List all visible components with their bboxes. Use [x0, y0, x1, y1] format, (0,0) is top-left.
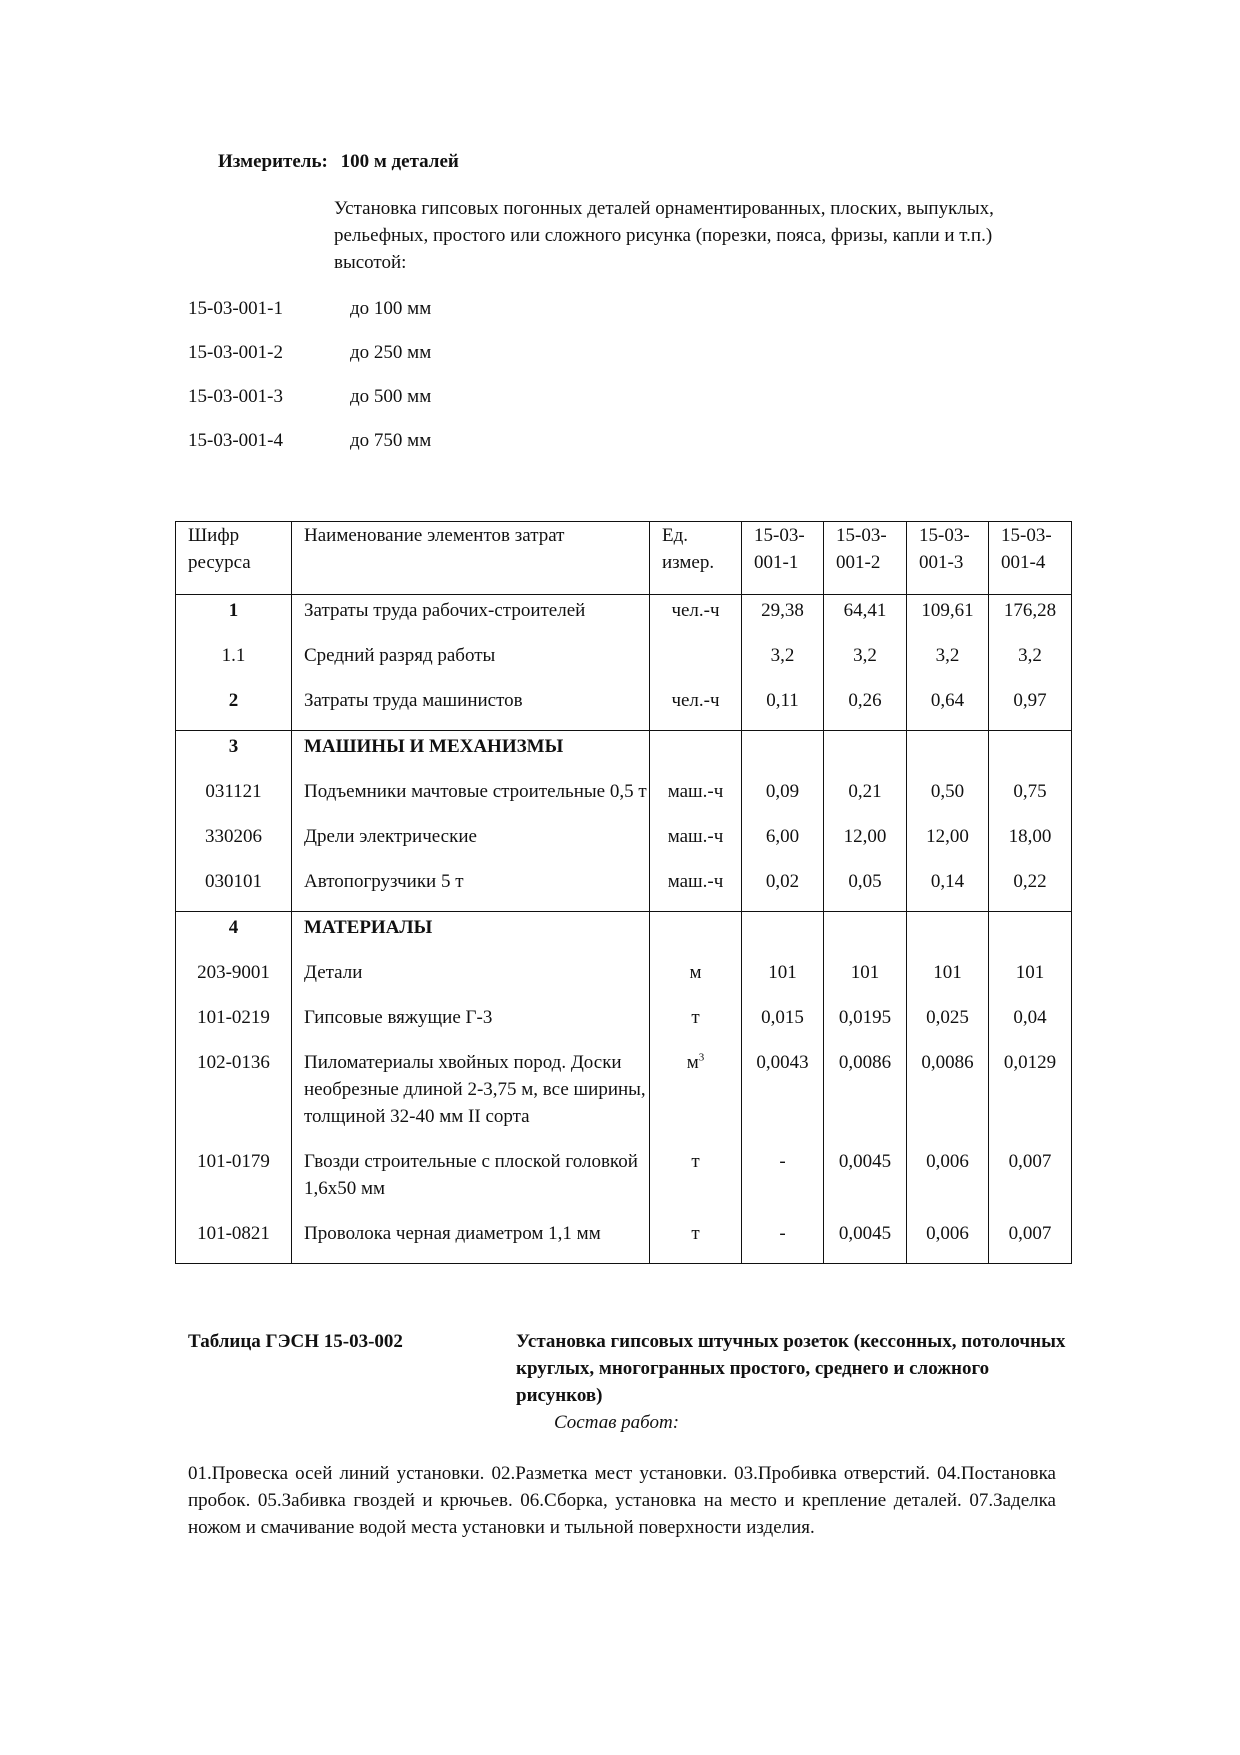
- header-col-1: 15-03-001-1: [742, 522, 824, 595]
- cell-value: 0,04: [989, 1002, 1072, 1047]
- variant-code: 15-03-001-2: [188, 342, 283, 363]
- cell-value: 0,02: [742, 866, 824, 912]
- variant-line: [188, 427, 431, 454]
- cell-code: 102-0136: [176, 1047, 292, 1146]
- cell-value: 0,26: [824, 685, 907, 731]
- cell-value: 101: [989, 957, 1072, 1002]
- cell-code: 2: [176, 685, 292, 731]
- table2-sostav-label: Состав работ:: [554, 1412, 680, 1433]
- cell-name: МАШИНЫ И МЕХАНИЗМЫ: [292, 731, 650, 777]
- table2-description: Установка гипсовых штучных розеток (кессонных, потолочных круглых, многогранных простого, среднего и сложного рисунков): [516, 1331, 1066, 1406]
- variant-line: [188, 339, 431, 366]
- cell-code: 030101: [176, 866, 292, 912]
- cell-value: 3,2: [824, 640, 907, 685]
- variant-text: до 500 мм: [350, 386, 432, 407]
- cell-name: Гвозди строительные с плоской головкой 1,6х50 мм: [292, 1146, 650, 1218]
- table-row: [176, 731, 1072, 777]
- cell-value: 29,38: [742, 595, 824, 641]
- cell-unit: чел.-ч: [650, 595, 742, 641]
- meter-line: [218, 148, 459, 175]
- cell-code: 203-9001: [176, 957, 292, 1002]
- cell-value: 176,28: [989, 595, 1072, 641]
- cell-unit: маш.-ч: [650, 821, 742, 866]
- cell-value: [742, 912, 824, 958]
- header-col-3: 15-03-001-3: [907, 522, 989, 595]
- table-row: [176, 685, 1072, 731]
- cell-value: 0,09: [742, 776, 824, 821]
- cell-unit: м: [650, 957, 742, 1002]
- header-col-4: 15-03-001-4: [989, 522, 1072, 595]
- cell-value: 0,0195: [824, 1002, 907, 1047]
- cell-code: 101-0219: [176, 1002, 292, 1047]
- cell-value: 0,007: [989, 1146, 1072, 1218]
- header-name: Наименование элементов затрат: [292, 522, 650, 595]
- cell-unit: [650, 731, 742, 777]
- cell-name: Детали: [292, 957, 650, 1002]
- cell-value: -: [742, 1146, 824, 1218]
- variant-code: 15-03-001-3: [188, 386, 283, 407]
- table-header-row: [176, 522, 1072, 595]
- cell-code: 330206: [176, 821, 292, 866]
- cell-value: 0,21: [824, 776, 907, 821]
- cell-name: Проволока черная диаметром 1,1 мм: [292, 1218, 650, 1264]
- cell-value: 0,0045: [824, 1146, 907, 1218]
- cell-code: 101-0179: [176, 1146, 292, 1218]
- cell-unit: [650, 1047, 742, 1146]
- cell-value: 0,025: [907, 1002, 989, 1047]
- table-row: [176, 776, 1072, 821]
- cell-code: 4: [176, 912, 292, 958]
- cell-value: [824, 912, 907, 958]
- cell-value: 0,75: [989, 776, 1072, 821]
- cell-name: Пиломатериалы хвойных пород. Доски необрезные длиной 2-3,75 м, все ширины, толщиной 32-40 мм II сорта: [292, 1047, 650, 1146]
- cell-value: 0,0045: [824, 1218, 907, 1264]
- cell-value: 0,97: [989, 685, 1072, 731]
- table-row: [176, 821, 1072, 866]
- table-row: [176, 912, 1072, 958]
- cell-value: 0,0086: [824, 1047, 907, 1146]
- cell-value: 0,006: [907, 1218, 989, 1264]
- cell-code: 101-0821: [176, 1218, 292, 1264]
- cell-unit: т: [650, 1002, 742, 1047]
- cell-value: 12,00: [907, 821, 989, 866]
- table2-operations: 01.Провеска осей линий установки. 02.Разметка мест установки. 03.Пробивка отверстий. 04.Постановка пробок. 05.Забивка гвоздей и крючьев. 06.Сборка, установка на место и крепление деталей. 07.Заделка ножом и смачивание водой места установки и тыльной поверхности изделия.: [188, 1463, 1056, 1538]
- table-row: [176, 866, 1072, 912]
- header-col-2: 15-03-001-2: [824, 522, 907, 595]
- cell-value: [742, 731, 824, 777]
- cell-unit: маш.-ч: [650, 776, 742, 821]
- cell-value: 3,2: [907, 640, 989, 685]
- cell-value: 3,2: [989, 640, 1072, 685]
- cell-value: 0,0086: [907, 1047, 989, 1146]
- cell-code: 3: [176, 731, 292, 777]
- cell-name: Затраты труда рабочих-строителей: [292, 595, 650, 641]
- cell-value: [824, 731, 907, 777]
- cell-value: 0,64: [907, 685, 989, 731]
- cell-value: 18,00: [989, 821, 1072, 866]
- norm-description: Установка гипсовых погонных деталей орнаментированных, плоских, выпуклых, рельефных, простого или сложного рисунка (порезки, пояса, фризы, капли и т.п.) высотой:: [334, 198, 994, 273]
- cell-value: 101: [742, 957, 824, 1002]
- cell-name: Дрели электрические: [292, 821, 650, 866]
- cell-value: 0,007: [989, 1218, 1072, 1264]
- cell-code: 1.1: [176, 640, 292, 685]
- variant-text: до 100 мм: [350, 298, 432, 319]
- cell-value: 0,50: [907, 776, 989, 821]
- table-row: [176, 640, 1072, 685]
- cell-value: 0,05: [824, 866, 907, 912]
- table-row: [176, 957, 1072, 1002]
- table-row: [176, 1218, 1072, 1264]
- cell-value: [989, 731, 1072, 777]
- header-unit: Ед. измер.: [650, 522, 742, 595]
- unit-text: м: [686, 1052, 699, 1073]
- cell-value: 0,14: [907, 866, 989, 912]
- variant-text: до 250 мм: [350, 342, 432, 363]
- meter-label: Измеритель:: [218, 151, 328, 172]
- cell-name: Автопогрузчики 5 т: [292, 866, 650, 912]
- cell-value: 0,0043: [742, 1047, 824, 1146]
- header-code: Шифр ресурса: [176, 522, 292, 595]
- cell-value: 3,2: [742, 640, 824, 685]
- unit-superscript: 3: [698, 1051, 705, 1064]
- table-row: [176, 1146, 1072, 1218]
- cell-value: 0,22: [989, 866, 1072, 912]
- table-row: [176, 1047, 1072, 1146]
- variant-code: 15-03-001-4: [188, 430, 283, 451]
- cell-value: 0,11: [742, 685, 824, 731]
- cell-code: 1: [176, 595, 292, 641]
- variant-text: до 750 мм: [350, 430, 432, 451]
- variant-code: 15-03-001-1: [188, 298, 283, 319]
- cell-unit: т: [650, 1146, 742, 1218]
- cell-value: [907, 912, 989, 958]
- variant-line: [188, 295, 431, 322]
- cell-value: -: [742, 1218, 824, 1264]
- meter-value: 100 м деталей: [340, 151, 459, 172]
- variant-line: [188, 383, 431, 410]
- table-row: [176, 1002, 1072, 1047]
- cell-unit: [650, 912, 742, 958]
- cell-value: 6,00: [742, 821, 824, 866]
- cell-value: 109,61: [907, 595, 989, 641]
- cell-unit: т: [650, 1218, 742, 1264]
- table-row: [176, 595, 1072, 641]
- cell-value: 101: [824, 957, 907, 1002]
- cell-name: Средний разряд работы: [292, 640, 650, 685]
- cell-value: 64,41: [824, 595, 907, 641]
- cell-name: Гипсовые вяжущие Г-3: [292, 1002, 650, 1047]
- cell-code: 031121: [176, 776, 292, 821]
- cell-unit: [650, 640, 742, 685]
- cell-unit: маш.-ч: [650, 866, 742, 912]
- cell-value: [989, 912, 1072, 958]
- resource-table: [175, 521, 1072, 1264]
- cell-value: 0,006: [907, 1146, 989, 1218]
- cell-value: [907, 731, 989, 777]
- table2-title: Таблица ГЭСН 15-03-002: [188, 1331, 403, 1352]
- cell-value: 0,015: [742, 1002, 824, 1047]
- cell-name: Затраты труда машинистов: [292, 685, 650, 731]
- cell-unit: чел.-ч: [650, 685, 742, 731]
- cell-value: 101: [907, 957, 989, 1002]
- cell-value: 12,00: [824, 821, 907, 866]
- cell-name: МАТЕРИАЛЫ: [292, 912, 650, 958]
- cell-name: Подъемники мачтовые строительные 0,5 т: [292, 776, 650, 821]
- cell-value: 0,0129: [989, 1047, 1072, 1146]
